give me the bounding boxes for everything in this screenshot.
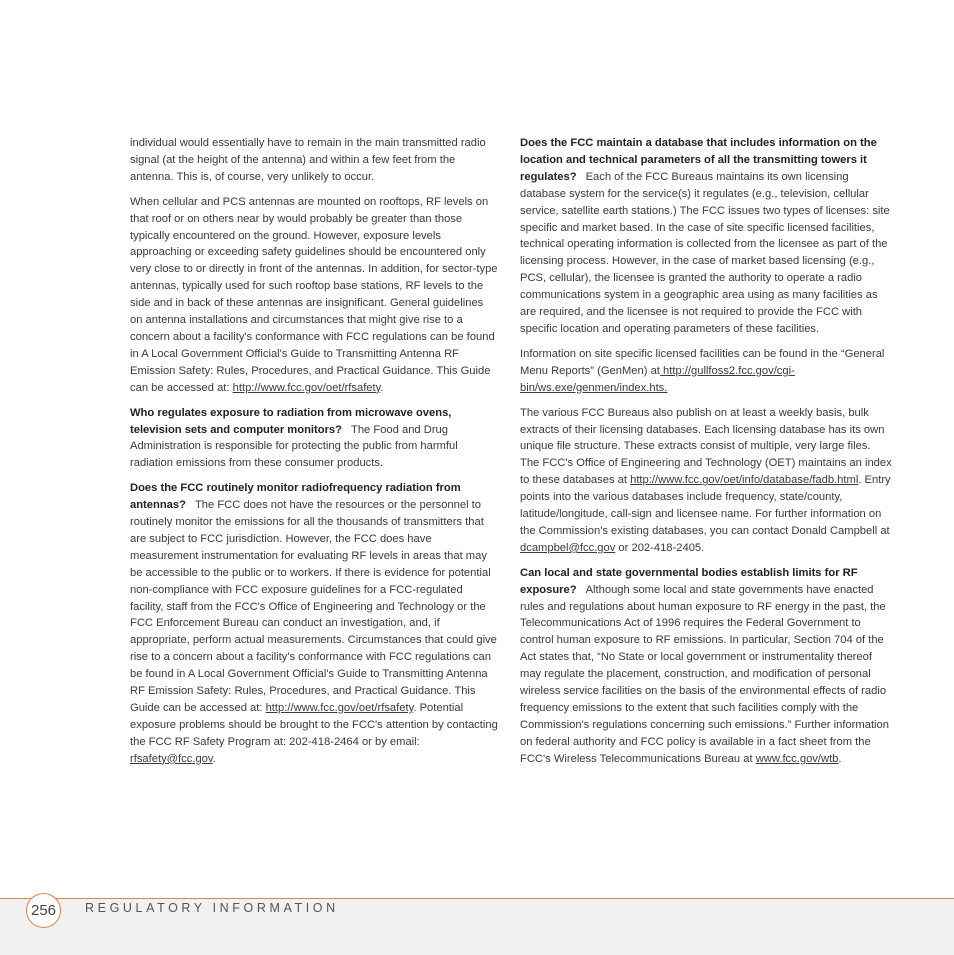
faq-question: Does the FCC routinely monitor radiofrequency radiation from antennas? [130, 482, 461, 512]
faq-answer-continued: . Potential exposure problems should be brought to the FCC's attention by contacting the FCC RF Safety Program at: 202-418-2464 or by email: [130, 702, 498, 748]
wtb-link[interactable]: www.fcc.gov/wtb [755, 752, 839, 765]
faq-question: Can local and state governmental bodies establish limits for RF exposure? [520, 566, 858, 596]
paragraph-genmen [520, 346, 892, 397]
paragraph-end: . [380, 381, 384, 394]
paragraph-text: Information on site specific licensed facilities can be found in the “General Menu Reports” (GenMen) at [520, 347, 885, 377]
paragraph-end: or 202-418-2405. [615, 541, 705, 554]
faq-question: Who regulates exposure to radiation from microwave ovens, television sets and computer monitors? [130, 406, 452, 436]
faq-microwave-ovens [130, 405, 498, 473]
paragraph-text: The various FCC Bureaus also publish on at least a weekly basis, bulk extracts of their licensing databases. Each licensing database has its own unique file structure. These extracts consist of multiple, very large files. The FCC's Office of Engineering and Technology (OET) maintains an index to these databases at [520, 406, 892, 487]
fadb-link[interactable]: http://www.fcc.gov/oet/info/database/fadb.html [630, 474, 859, 487]
paragraph-text: individual would essentially have to remain in the main transmitted radio signal (at the height of the antenna) and within a few feet from the antenna. This is, of course, very unlikely to occur. [130, 137, 486, 183]
paragraph-continuation [130, 135, 498, 186]
faq-local-state-limits [520, 565, 892, 768]
genmen-link[interactable]: http://gullfoss2.fcc.gov/cgi-bin/ws.exe/genmen/index.hts. [520, 364, 795, 394]
rfsafety-link[interactable]: http://www.fcc.gov/oet/rfsafety [265, 702, 414, 714]
faq-answer: Although some local and state governments have enacted rules and regulations about human exposure to RF energy in the past, the Telecommunications Act of 1996 requires the Federal Government to control human exposure to RF emissions. In particular, Section 704 of the Act states that, “No State or local government or instrumentality thereof may regulate the placement, construction, and modification of personal wireless service facilities on the basis of the environmental effects of radio frequency emissions to the extent that such facilities comply with the Commission's regulations concerning such emissions.” Further information on federal authority and FCC policy is available in a fact sheet from the FCC's Wireless Telecommunications Bureau at [520, 583, 889, 765]
section-title: REGULATORY INFORMATION [85, 901, 339, 915]
page-number: 256 [26, 893, 61, 928]
faq-answer: Each of the FCC Bureaus maintains its own licensing database system for the service(s) it regulates (e.g., television, cellular service, satellite earth stations.) The FCC issues two types of licenses: site specific and market based. In the case of site specific licensed facilities, technical operating information is collected from the licensee as part of the licensing process. However, in the case of market based licensing (e.g., PCS, cellular), the licensee is granted the authority to operate a radio communications system in a geographic area using as many facilities as are required, and the licensee is not required to provide the FCC with specific location and operating parameters of these facilities. [520, 170, 890, 335]
paragraph-licensing-databases [520, 405, 892, 557]
campbell-email-link[interactable]: dcampbel@fcc.gov [520, 541, 616, 554]
paragraph-continued: . Entry points into the various databases include frequency, state/county, latitude/longitude, call-sign and licensee name. For further information on the Commission's existing databases, you can contact Donald Campbell at [520, 474, 891, 537]
paragraph-end: . [838, 752, 842, 765]
rfsafety-link[interactable]: http://www.fcc.gov/oet/rfsafety [232, 381, 381, 394]
right-column [520, 135, 892, 776]
faq-answer: The FCC does not have the resources or the personnel to routinely monitor the emissions for all the thousands of transmitters that are subject to FCC jurisdiction. However, the FCC does have measurement instrumentation for evaluating RF levels in areas that may be accessible to the public or to workers. If there is evidence for potential non-compliance with FCC exposure guidelines for a FCC-regulated facility, staff from the FCC's Office of Engineering and Technology or the FCC Enforcement Bureau can conduct an investigation, and, if appropriate, perform actual measurements. Circumstances that could give rise to a concern about a facility's conformance with FCC regulations can be found in A Local Government Official's Guide to Transmitting Antenna RF Emission Safety: Rules, Procedures, and Practical Guidance. This Guide can be accessed at: [130, 499, 497, 714]
paragraph-text: When cellular and PCS antennas are mounted on rooftops, RF levels on that roof or on others near by would probably be greater than those typically encountered on the ground. However, exposure levels approaching or exceeding safety guidelines should be encountered only very close to or directly in front of the antennas. In addition, for sector-type antennas, typically used for such rooftop base stations, RF levels to the side and in back of these antennas are insignificant. General guidelines on antenna installations and circumstances that might give rise to a concern about a facility's conformance with FCC regulations can be found in A Local Government Official's Guide to Transmitting Antenna RF Emission Safety: Rules, Procedures, and Practical Guidance. This Guide can be accessed at: [130, 195, 498, 394]
rfsafety-email-link[interactable]: rfsafety@fcc.gov [130, 752, 213, 765]
paragraph-rooftop-antennas [130, 194, 498, 397]
faq-question: Does the FCC maintain a database that includes information on the location and technical parameters of all the transmitting towers it regulates? [520, 137, 877, 183]
left-column [130, 135, 498, 776]
faq-fcc-monitoring [130, 480, 498, 767]
faq-answer: The Food and Drug Administration is responsible for protecting the public from harmful radiation emissions from these consumer products. [130, 423, 458, 470]
paragraph-end: . [212, 752, 216, 765]
faq-fcc-database [520, 135, 892, 338]
